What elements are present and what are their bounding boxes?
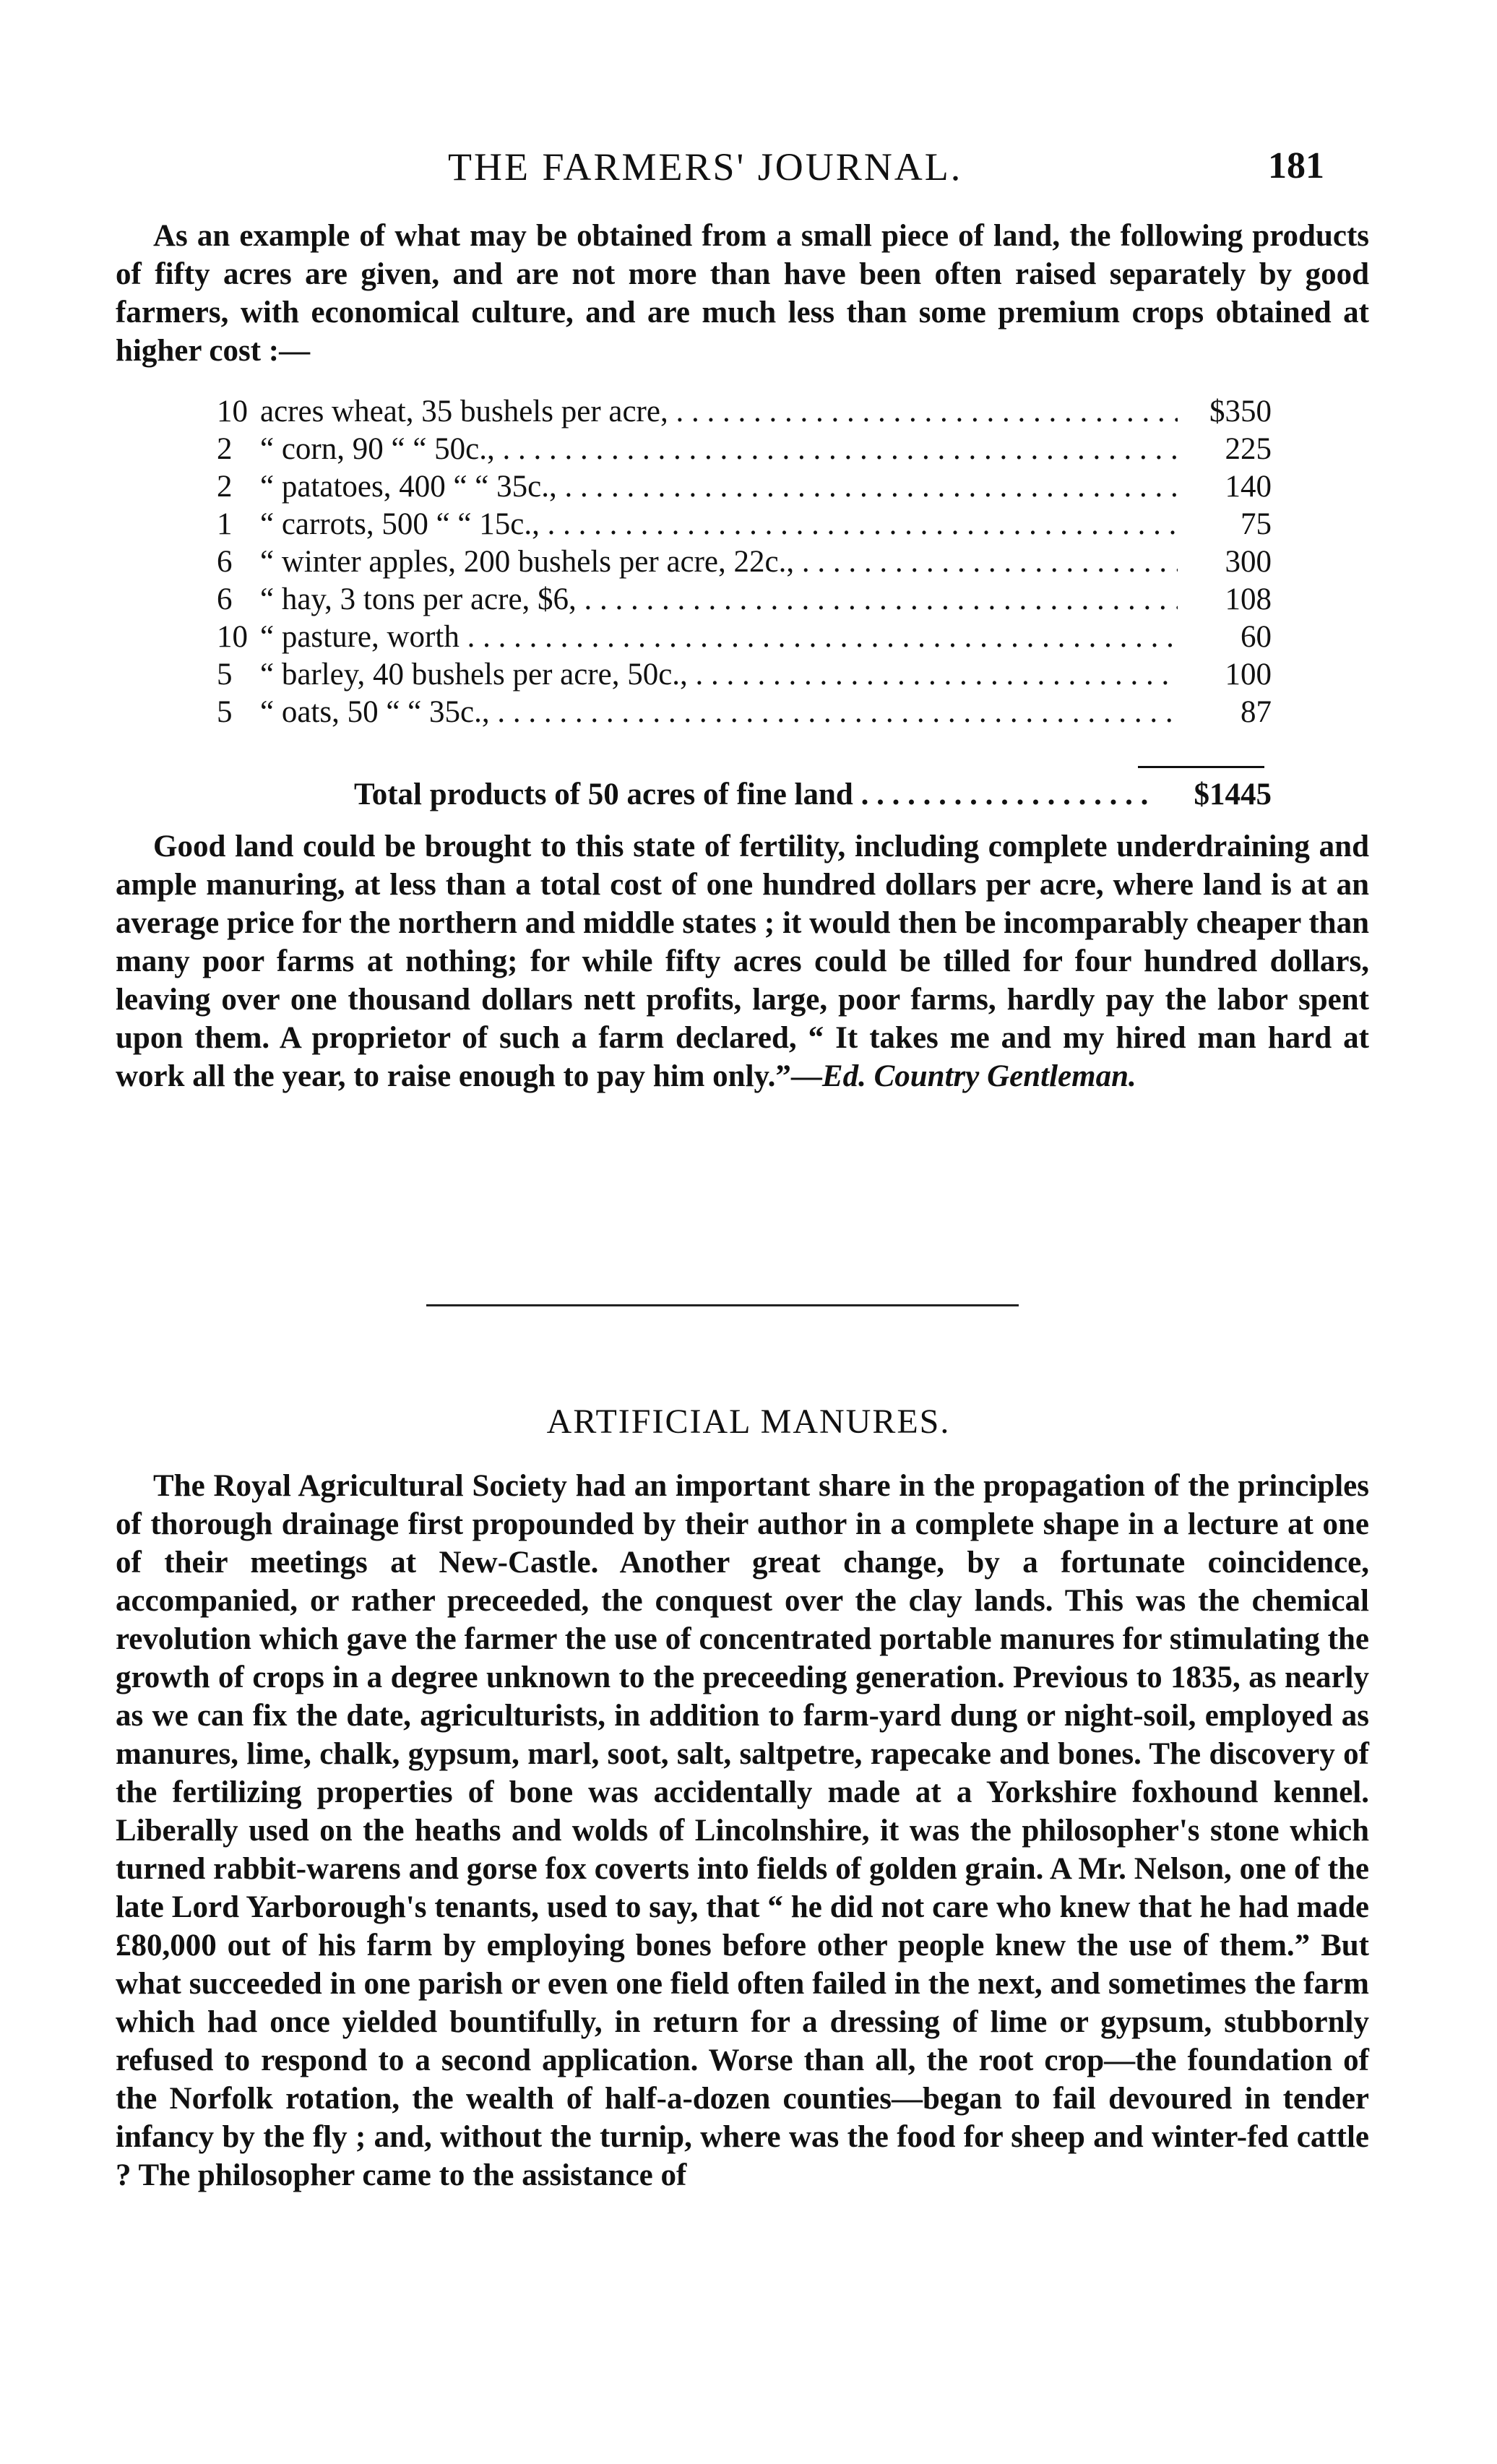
second-paragraph [116,827,1369,1095]
item-cell: “ carrots, 500 “ “ 15c., . . . [260,507,1178,542]
acres-cell: 5 [217,658,233,692]
acres-cell: 2 [217,432,233,466]
signoff: Ed. Country Gentleman. [821,1059,1136,1093]
acres-cell: 5 [217,695,233,729]
item-cell: “ corn, 90 “ “ 50c., . . . [260,431,1178,467]
acres-cell: 6 [217,545,233,579]
acres-cell: 6 [217,582,233,616]
table-row [217,469,1272,507]
second-paragraph-text: Good land could be brought to this state of fertility, including complete underdraining and ample manuring, at less than a total cost of one hundred dollars per acre, where land is at an average price for the northern and middle states ; it would then be incomparably cheaper than many poor farms at nothing; for while fifty acres could be tilled for four hundred dollars, leaving over one thousand dollars nett profits, large, poor farms, hardly pay the labor spent upon them. A proprietor of such a farm declared, “ It takes me and my hired man hard at work all the year, to raise enough to pay him only.”— [116,830,1369,1093]
page-number: 181 [1268,145,1324,186]
item-cell: “ winter apples, 200 bushels per acre, 22c., . . . [260,544,1178,580]
amount-cell: 300 [1225,545,1272,579]
item-cell: “ barley, 40 bushels per acre, 50c., . . . [260,657,1178,692]
acres-cell: 2 [217,470,233,504]
running-title: THE FARMERS' JOURNAL. [448,145,963,189]
amount-cell: 75 [1241,507,1272,541]
table-row [217,431,1272,469]
amount-cell: 225 [1225,432,1272,466]
total-amount: $1445 [1194,777,1272,811]
section-heading: ARTIFICIAL MANURES. [546,1403,951,1441]
table-row [217,544,1272,582]
page-header [0,145,1497,195]
amount-cell: 140 [1225,470,1272,504]
amount-cell: 60 [1241,620,1272,654]
total-row [354,777,1272,817]
intro-paragraph: As an example of what may be obtained from a small piece of land, the following products of fifty acres are given, and are not more than have been often raised separately by good farmers, with economical culture, and are much less than some premium crops obtained at higher cost :— [116,219,1369,368]
table-row [217,694,1272,732]
acres-cell: 1 [217,507,233,541]
acres-cell: 10 [217,395,248,428]
amount-cell: 100 [1225,658,1272,692]
item-cell: “ oats, 50 “ “ 35c., . . . [260,694,1178,730]
amount-cell: 87 [1241,695,1272,729]
table-row [217,657,1272,694]
amount-cell: $350 [1209,395,1272,428]
section-divider [426,1304,1019,1306]
table-row [217,619,1272,657]
table-row [217,582,1272,619]
table-row [217,507,1272,544]
item-cell: “ patatoes, 400 “ “ 35c., . . . [260,469,1178,504]
total-rule [1138,766,1264,768]
amount-cell: 108 [1225,582,1272,616]
item-cell: “ hay, 3 tons per acre, $6, . . . [260,582,1178,617]
table-row [217,394,1272,431]
total-label: Total products of 50 acres of fine land . . . [354,777,1149,812]
acres-cell: 10 [217,620,248,654]
artificial-manures-paragraph: The Royal Agricultural Society had an important share in the propagation of the principles of thorough drainage first propounded by their author in a complete shape in a lecture at one of their meetings at New-Castle. Another great change, by a fortunate coincidence, accompanied, or rather preceeded, the conquest over the clay lands. This was the chemical revolution which gave the farmer the use of concentrated portable manures for stimulating the growth of crops in a degree unknown to the preceeding generation. Previous to 1835, as nearly as we can fix the date, agriculturists, in addition to farm-yard dung or night-soil, employed as manures, lime, chalk, gypsum, marl, soot, salt, saltpetre, rapecake and bones. The discovery of the fertilizing properties of bone was accidentally made at a Yorkshire foxhound kennel. Liberally used on the heaths and wolds of Lincolnshire, it was the philosopher's stone which turned rabbit-warens and gorse fox coverts into fields of golden grain. A Mr. Nelson, one of the late Lord Yarborough's tenants, used to say, that “ he did not care who knew that he had made £80,000 out of his farm by employing bones before other people knew the use of them.” But what succeeded in one parish or even one field often failed in the next, and sometimes the farm which had once yielded bountifully, in return for a dressing of lime or gypsum, stubbornly refused to respond to a second application. Worse than all, the root crop—the foundation of the Norfolk rotation, the wealth of half-a-dozen counties—began to fail devoured in tender infancy by the fly ; and, without the turnip, where was the food for sheep and winter-fed cattle ? The philosopher came to the assistance of [116,1469,1369,2192]
item-cell: acres wheat, 35 bushels per acre, . . . [260,394,1178,429]
item-cell: “ pasture, worth . . . [260,619,1178,655]
